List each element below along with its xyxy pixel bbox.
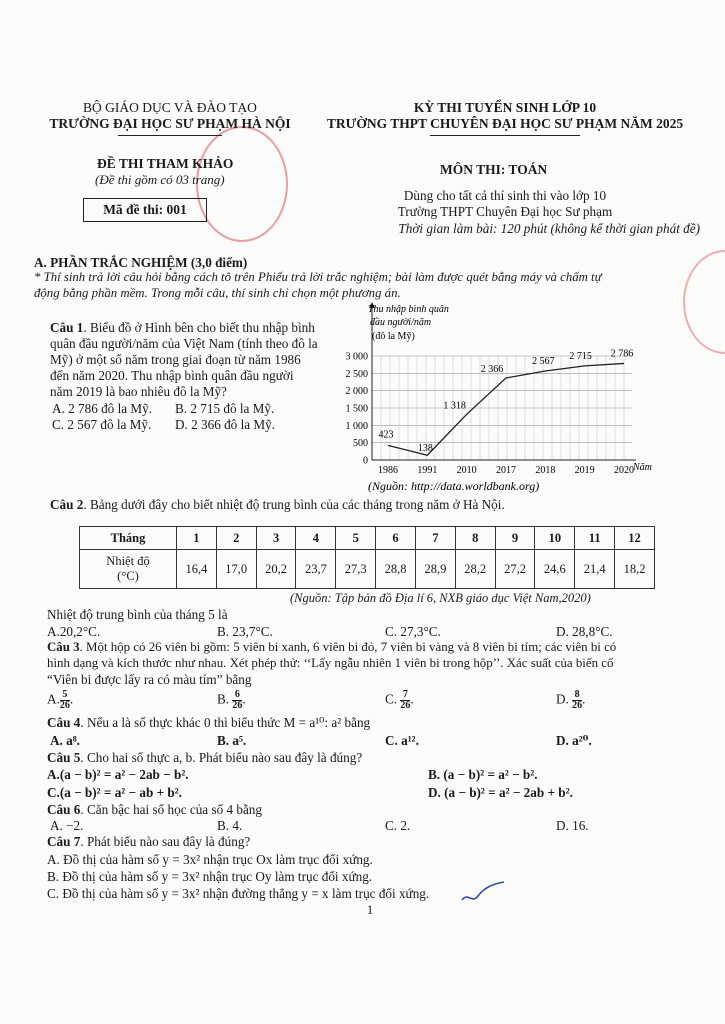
q2-question: Nhiệt độ trung bình của tháng 5 là: [47, 607, 228, 622]
q1-option-c: C. 2 567 đô la Mỹ.: [52, 417, 152, 432]
q1-line-2: quân đầu người/năm của Việt Nam (tính theo đô la: [50, 336, 318, 351]
section-a-note-1: * Thí sinh trả lời câu hỏi bằng cách tô trên Phiếu trả lời trắc nghiệm; bài làm được quét bằng máy và chấm tự: [34, 270, 602, 284]
doc-type: ĐỀ THI THAM KHẢO: [97, 156, 234, 171]
q2-source: (Nguồn: Tập bản đồ Địa lí 6, NXB giáo dục Việt Nam,2020): [290, 591, 591, 605]
q4-label: Câu 4: [47, 715, 81, 730]
q5-label: Câu 5: [47, 750, 81, 765]
q3-a-fraction: [60, 690, 70, 711]
chart-ylabel-2: đầu người/năm: [370, 317, 432, 328]
temp-cell: 23,7: [296, 550, 336, 589]
table-row-temps: [80, 550, 655, 589]
chart-xlabel: Năm: [633, 462, 652, 473]
q3-c-num: 7: [400, 690, 410, 701]
q3-option-b: B. $\frac{6}{26}$ .: [217, 689, 246, 711]
subject: MÔN THI: TOÁN: [440, 162, 548, 177]
q2-label: Câu 2: [50, 497, 84, 512]
month-cell: 8: [455, 527, 495, 550]
q3-c-label: C.: [385, 691, 398, 707]
temp-cell: 27,2: [495, 550, 535, 589]
ytick-label: 2 500: [345, 368, 368, 380]
q5-text: . Cho hai số thực a, b. Phát biểu nào sau đây là đúng?: [80, 750, 363, 765]
q3-option-c: C. $\frac{7}{26}$ .: [385, 689, 414, 711]
temperature-table: [79, 526, 655, 589]
q2-option-a: A.20,2°C.: [47, 624, 101, 639]
q6-line: [47, 802, 262, 818]
q3-d-fraction: [572, 690, 582, 711]
chart-data-labels: [379, 348, 634, 454]
q1-text-1: . Biểu đồ ở Hình bên cho biết thu nhập bình: [83, 320, 315, 335]
data-label: 2 567: [532, 356, 555, 368]
month-cell: 4: [296, 527, 336, 550]
temp-cell: 21,4: [575, 550, 615, 589]
xtick-label: 2010: [456, 465, 477, 476]
ministry-name: BỘ GIÁO DỤC VÀ ĐÀO TẠO: [83, 100, 257, 115]
header-left: [20, 100, 320, 132]
temp-cell: 24,6: [535, 550, 575, 589]
q5-option-c: C.(a − b)² = a² − ab + b².: [47, 785, 182, 800]
month-cell: 10: [535, 527, 575, 550]
chart-ylabel-1: Thu nhập bình quân: [368, 304, 449, 315]
data-label: 2 366: [480, 363, 504, 375]
income-chart: [320, 300, 720, 495]
q1-line-5: năm 2019 là bao nhiêu đô la Mỹ?: [50, 384, 227, 399]
q1-line-1: [50, 320, 315, 336]
data-label: 2 715: [569, 350, 592, 362]
q6-text: . Căn bậc hai số học của số 4 bằng: [80, 802, 262, 817]
temp-label-1: Nhiệt độ: [106, 554, 150, 568]
q5-option-a: A.(a − b)² = a² − 2ab − b².: [47, 767, 189, 782]
q2-option-c: C. 27,3°C.: [385, 624, 441, 639]
q1-line-3: Mỹ) ở một số năm trong giai đoạn từ năm 1986: [50, 352, 301, 367]
q6-label: Câu 6: [47, 802, 81, 817]
q3-option-d: D. $\frac{8}{26}$ .: [556, 689, 586, 711]
q2-line: [50, 497, 505, 513]
q3-d-label: D.: [556, 691, 569, 707]
q3-a-den: 26: [59, 700, 70, 711]
q4-line: [47, 715, 370, 731]
table-row-months: [80, 527, 655, 550]
temp-label-2: (°C): [117, 569, 139, 583]
q6-option-b: B. 4.: [217, 818, 243, 833]
q4-option-c: C. a¹².: [385, 733, 419, 748]
chart-series: [388, 363, 624, 455]
month-cell: 5: [336, 527, 376, 550]
q3-b-fraction: [232, 690, 242, 711]
q7-option-b: B. Đồ thị của hàm số y = 3x² nhận trục Oy làm trục đối xứng.: [47, 869, 373, 884]
page-count: (Đề thi gồm có 03 trang): [95, 172, 225, 187]
q5-line: [47, 750, 362, 766]
ytick-label: 3 000: [345, 351, 368, 363]
q1-option-d: D. 2 366 đô la Mỹ.: [175, 417, 276, 432]
q3-b-label: B.: [217, 691, 230, 707]
temp-cell: 28,8: [376, 550, 416, 589]
table-head-temp: [80, 550, 177, 589]
xtick-label: 1986: [378, 465, 398, 476]
signature-mark: [458, 878, 508, 908]
for-line-1: Dùng cho tất cả thí sinh thi vào lớp 10: [403, 188, 607, 203]
temp-cell: 28,2: [455, 550, 495, 589]
q3-line-2: hình dạng và kích thước như nhau. Xét phép thử: ‘‘Lấy ngẫu nhiên 1 viên bi trong hộp’’. Xác suất của biến cố: [47, 656, 614, 670]
q3-text-1: . Một hộp có 26 viên bi gồm: 5 viên bi xanh, 6 viên bi đỏ, 7 viên bi vàng và 8 viên bi tím; các viên bi có: [79, 640, 617, 654]
q3-a-num: 5: [60, 690, 70, 701]
temp-cell: 17,0: [216, 550, 256, 589]
q6-option-a: A. −2.: [50, 818, 84, 833]
q3-a-label: A.: [47, 691, 60, 707]
q3-b-num: 6: [232, 690, 242, 701]
q3-c-fraction: [400, 690, 410, 711]
q7-option-a: A. Đồ thị của hàm số y = 3x² nhận trục Ox làm trục đối xứng.: [47, 852, 373, 867]
q5-option-d: D. (a − b)² = a² − 2ab + b².: [428, 785, 573, 800]
q7-label: Câu 7: [47, 834, 81, 849]
q3-b-den: 26: [232, 700, 243, 711]
q3-d-den: 26: [572, 700, 583, 711]
q1-option-b: B. 2 715 đô la Mỹ.: [175, 401, 275, 416]
series-line: [388, 363, 624, 455]
q3-option-a: A. $\frac{5}{26}$ .: [47, 689, 74, 711]
university-name: TRƯỜNG ĐẠI HỌC SƯ PHẠM HÀ NỘI: [49, 116, 291, 131]
q6-option-c: C. 2.: [385, 818, 411, 833]
q3-c-den: 26: [400, 700, 411, 711]
ytick-label: 0: [363, 455, 368, 467]
q2-option-d: D. 28,8°C.: [556, 624, 613, 639]
month-cell: 3: [256, 527, 296, 550]
q3-line-3: “Viên bi được lấy ra có màu tím” bằng: [47, 672, 252, 687]
month-cell: 9: [495, 527, 535, 550]
for-line-2: Trường THPT Chuyên Đại học Sư phạm: [397, 204, 613, 219]
temp-cell: 18,2: [615, 550, 655, 589]
q7-line: [47, 834, 250, 850]
q1-label: Câu 1: [50, 320, 84, 335]
ytick-label: 1 500: [345, 403, 368, 415]
ytick-label: 1 000: [345, 420, 368, 432]
q2-text: . Bảng dưới đây cho biết nhiệt độ trung bình của các tháng trong năm ở Hà Nội.: [83, 497, 505, 512]
ytick-label: 2 000: [345, 386, 368, 398]
temp-cell: 28,9: [415, 550, 455, 589]
header-right-underline: [430, 135, 580, 136]
table-head-month: Tháng: [80, 527, 177, 550]
q3-label: Câu 3: [47, 640, 80, 654]
month-cell: 11: [575, 527, 615, 550]
month-cell: 6: [376, 527, 416, 550]
page-number: 1: [366, 902, 374, 917]
data-label: 1 318: [443, 400, 466, 412]
q2-option-b: B. 23,7°C.: [217, 624, 273, 639]
temp-cell: 27,3: [336, 550, 376, 589]
q7-text: . Phát biểu nào sau đây là đúng?: [80, 834, 251, 849]
month-cell: 2: [216, 527, 256, 550]
section-a-note-2: động bằng phần mềm. Trong mỗi câu, thí sinh chỉ chọn một phương án.: [34, 286, 401, 300]
xtick-label: 2018: [535, 465, 556, 476]
exam-title: KỲ THI TUYỂN SINH LỚP 10: [413, 100, 597, 115]
q4-option-d: D. a²⁰.: [556, 733, 592, 748]
q1-line-4: đến năm 2020. Thu nhập bình quân đầu người: [50, 368, 294, 383]
q6-option-d: D. 16.: [556, 818, 589, 833]
xtick-label: 2017: [496, 465, 516, 476]
q4-option-b: B. a⁵.: [217, 733, 247, 748]
chart-xtick-labels: [378, 465, 634, 476]
q7-option-c: C. Đồ thị của hàm số y = 3x² nhận đường thẳng y = x làm trục đối xứng.: [47, 886, 430, 901]
q5-option-b: B. (a − b)² = a² − b².: [428, 767, 538, 782]
q3-d-num: 8: [572, 690, 582, 701]
xtick-label: 1991: [417, 465, 438, 476]
q3-line-1: [47, 640, 616, 656]
school-year: TRƯỜNG THPT CHUYÊN ĐẠI HỌC SƯ PHẠM NĂM 2025: [326, 116, 684, 131]
header-left-underline: [118, 135, 222, 136]
exam-time: Thời gian làm bài: 120 phút (không kể thời gian phát đề): [398, 221, 700, 236]
chart-ylabel-3: (đô la Mỹ): [372, 331, 415, 342]
chart-ytick-labels: [346, 352, 369, 467]
section-a-title: A. PHẦN TRẮC NGHIỆM (3,0 điểm): [34, 255, 248, 270]
exam-code-box: Mã đề thi: 001: [83, 198, 207, 222]
data-label: 138: [417, 443, 433, 455]
data-label: 2 786: [610, 348, 634, 360]
q4-option-a: A. a⁸.: [50, 733, 80, 748]
header-right: [300, 100, 710, 132]
month-cell: 12: [615, 527, 655, 550]
xtick-label: 2020: [614, 465, 634, 476]
month-cell: 1: [177, 527, 217, 550]
data-label: 423: [378, 429, 394, 441]
temp-cell: 16,4: [177, 550, 217, 589]
ytick-label: 500: [353, 438, 368, 450]
chart-source: (Nguồn: http://data.worldbank.org): [368, 479, 540, 493]
month-cell: 7: [415, 527, 455, 550]
temp-cell: 20,2: [256, 550, 296, 589]
q4-text: . Nếu a là số thực khác 0 thì biểu thức M = a¹⁰: a² bằng: [80, 715, 371, 730]
q1-option-a: A. 2 786 đô la Mỹ.: [52, 401, 153, 416]
xtick-label: 2019: [574, 465, 595, 476]
